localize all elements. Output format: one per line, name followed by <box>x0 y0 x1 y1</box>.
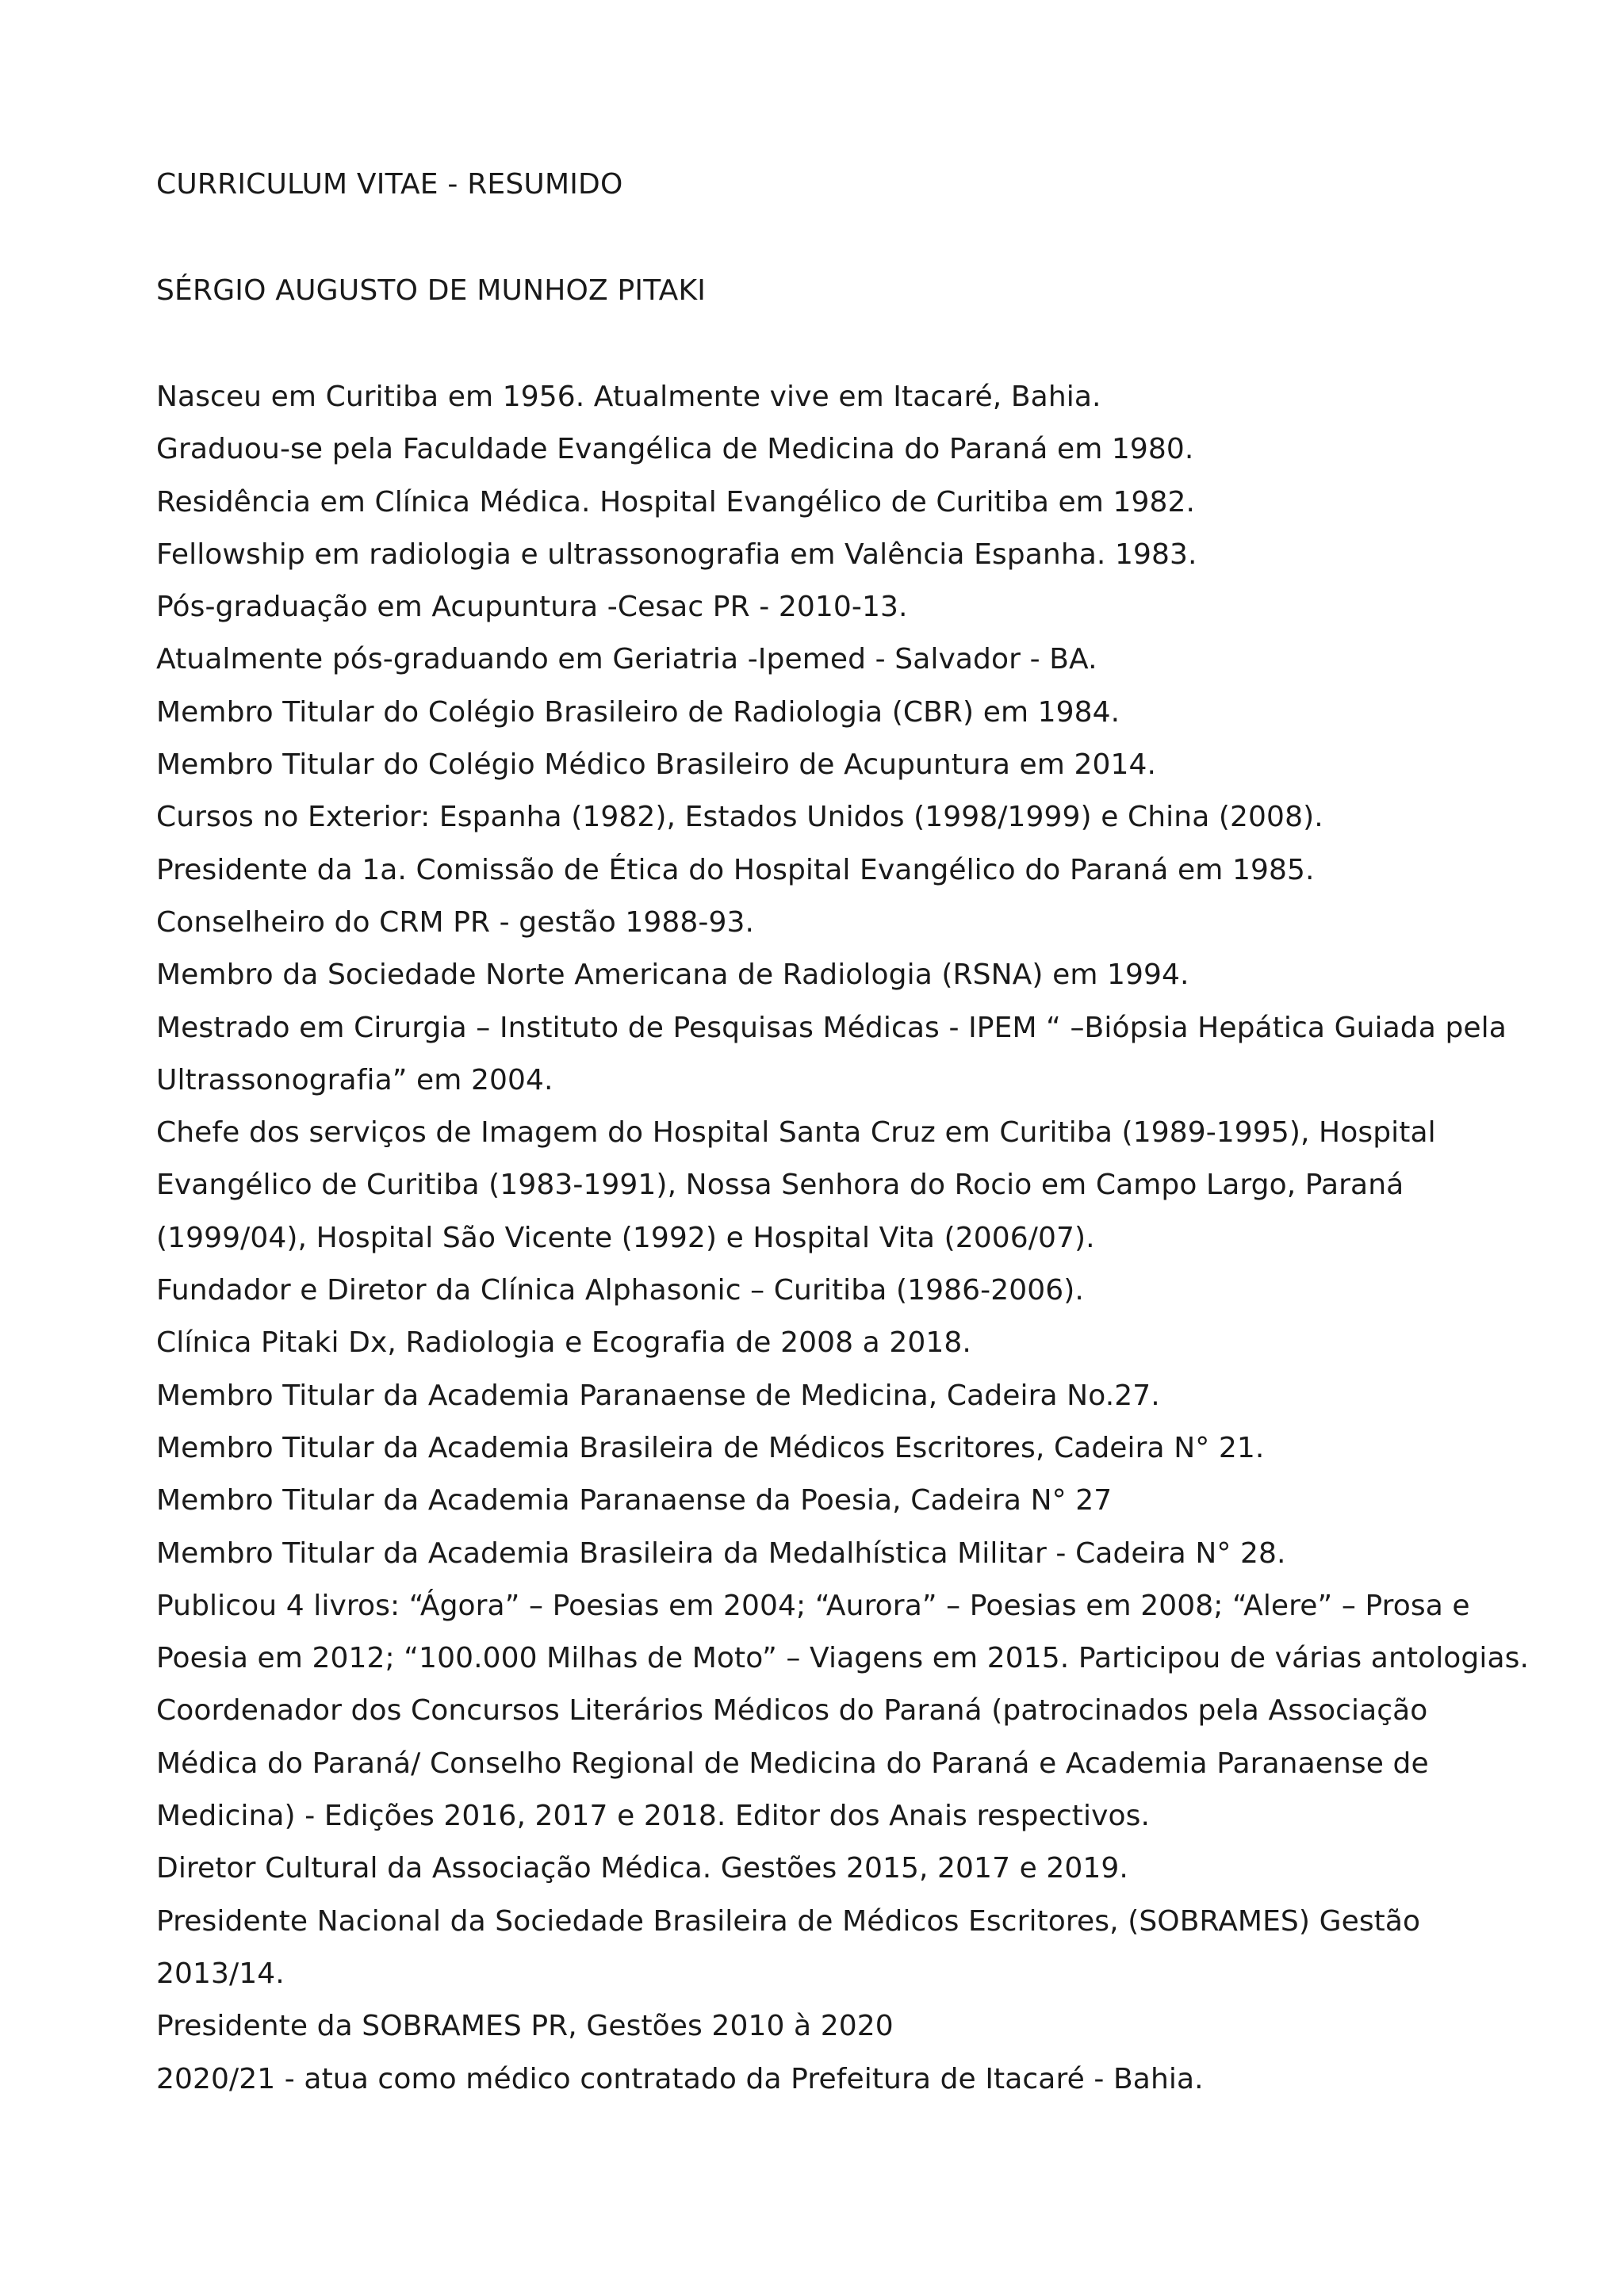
cv-line: Chefe dos serviços de Imagem do Hospital Santa Cruz em Curitiba (1989-1995), Hospital <box>156 1116 1436 1150</box>
cv-line: Fundador e Diretor da Clínica Alphasonic – Curitiba (1986-2006). <box>156 1274 1084 1307</box>
cv-line: Nasceu em Curitiba em 1956. Atualmente vive em Itacaré, Bahia. <box>156 381 1101 413</box>
cv-line: Médica do Paraná/ Conselho Regional de Medicina do Paraná e Academia Paranaense de <box>156 1747 1429 1780</box>
cv-line: 2020/21 - atua como médico contratado da Prefeitura de Itacaré - Bahia. <box>156 2062 1204 2095</box>
cv-line: Presidente da 1a. Comissão de Ética do Hospital Evangélico do Paraná em 1985. <box>156 853 1315 886</box>
cv-line: Membro Titular do Colégio Médico Brasileiro de Acupuntura em 2014. <box>156 748 1157 782</box>
cv-line: Mestrado em Cirurgia – Instituto de Pesquisas Médicas - IPEM “ –Biópsia Hepática Guiada pela <box>156 1011 1507 1044</box>
cv-line: Diretor Cultural da Associação Médica. Gestões 2015, 2017 e 2019. <box>156 1852 1128 1885</box>
person-name: SÉRGIO AUGUSTO DE MUNHOZ PITAKI <box>156 274 707 307</box>
cv-line: 2013/14. <box>156 1957 285 1990</box>
cv-line: Publicou 4 livros: “Ágora” – Poesias em 2004; “Aurora” – Poesias em 2008; “Alere” – Prosa e <box>156 1589 1470 1622</box>
cv-line: Conselheiro do CRM PR - gestão 1988-93. <box>156 905 755 939</box>
cv-line: Presidente Nacional da Sociedade Brasileira de Médicos Escritores, (SOBRAMES) Gestão <box>156 1904 1421 1938</box>
cv-line: Membro Titular da Academia Paranaense da Poesia, Cadeira N° 27 <box>156 1484 1113 1517</box>
cv-line: (1999/04), Hospital São Vicente (1992) e Hospital Vita (2006/07). <box>156 1221 1095 1254</box>
cv-line: Graduou-se pela Faculdade Evangélica de Medicina do Paraná em 1980. <box>156 433 1194 466</box>
cv-line: Coordenador dos Concursos Literários Médicos do Paraná (patrocinados pela Associação <box>156 1694 1428 1728</box>
cv-line: Pós-graduação em Acupuntura -Cesac PR - 2010-13. <box>156 591 908 624</box>
cv-line: Evangélico de Curitiba (1983-1991), Nossa Senhora do Rocio em Campo Largo, Paraná <box>156 1169 1404 1202</box>
cv-line: Atualmente pós-graduando em Geriatria -Ipemed - Salvador - BA. <box>156 643 1097 676</box>
document-content <box>156 159 1530 2106</box>
cv-line: Poesia em 2012; “100.000 Milhas de Moto” – Viagens em 2015. Participou de várias antologias. <box>156 1642 1530 1675</box>
cv-line: Presidente da SOBRAMES PR, Gestões 2010 à 2020 <box>156 2010 894 2043</box>
cv-line: Medicina) - Edições 2016, 2017 e 2018. Editor dos Anais respectivos. <box>156 1800 1151 1833</box>
cv-line: Ultrassonografia” em 2004. <box>156 1063 553 1096</box>
cv-body <box>156 371 1530 2106</box>
cv-line: Residência em Clínica Médica. Hospital Evangélico de Curitiba em 1982. <box>156 485 1196 519</box>
document-title: CURRICULUM VITAE - RESUMIDO <box>156 168 623 201</box>
cv-line: Membro Titular do Colégio Brasileiro de Radiologia (CBR) em 1984. <box>156 695 1120 729</box>
cv-line: Membro da Sociedade Norte Americana de Radiologia (RSNA) em 1994. <box>156 959 1189 992</box>
cv-line: Membro Titular da Academia Brasileira da Medalhística Militar - Cadeira N° 28. <box>156 1536 1286 1570</box>
cv-line: Fellowship em radiologia e ultrassonografia em Valência Espanha. 1983. <box>156 538 1197 571</box>
cv-line: Cursos no Exterior: Espanha (1982), Estados Unidos (1998/1999) e China (2008). <box>156 801 1323 834</box>
cv-line: Membro Titular da Academia Paranaense de Medicina, Cadeira No.27. <box>156 1379 1160 1412</box>
cv-line: Clínica Pitaki Dx, Radiologia e Ecografia de 2008 a 2018. <box>156 1326 971 1360</box>
cv-line: Membro Titular da Academia Brasileira de Médicos Escritores, Cadeira N° 21. <box>156 1431 1265 1464</box>
